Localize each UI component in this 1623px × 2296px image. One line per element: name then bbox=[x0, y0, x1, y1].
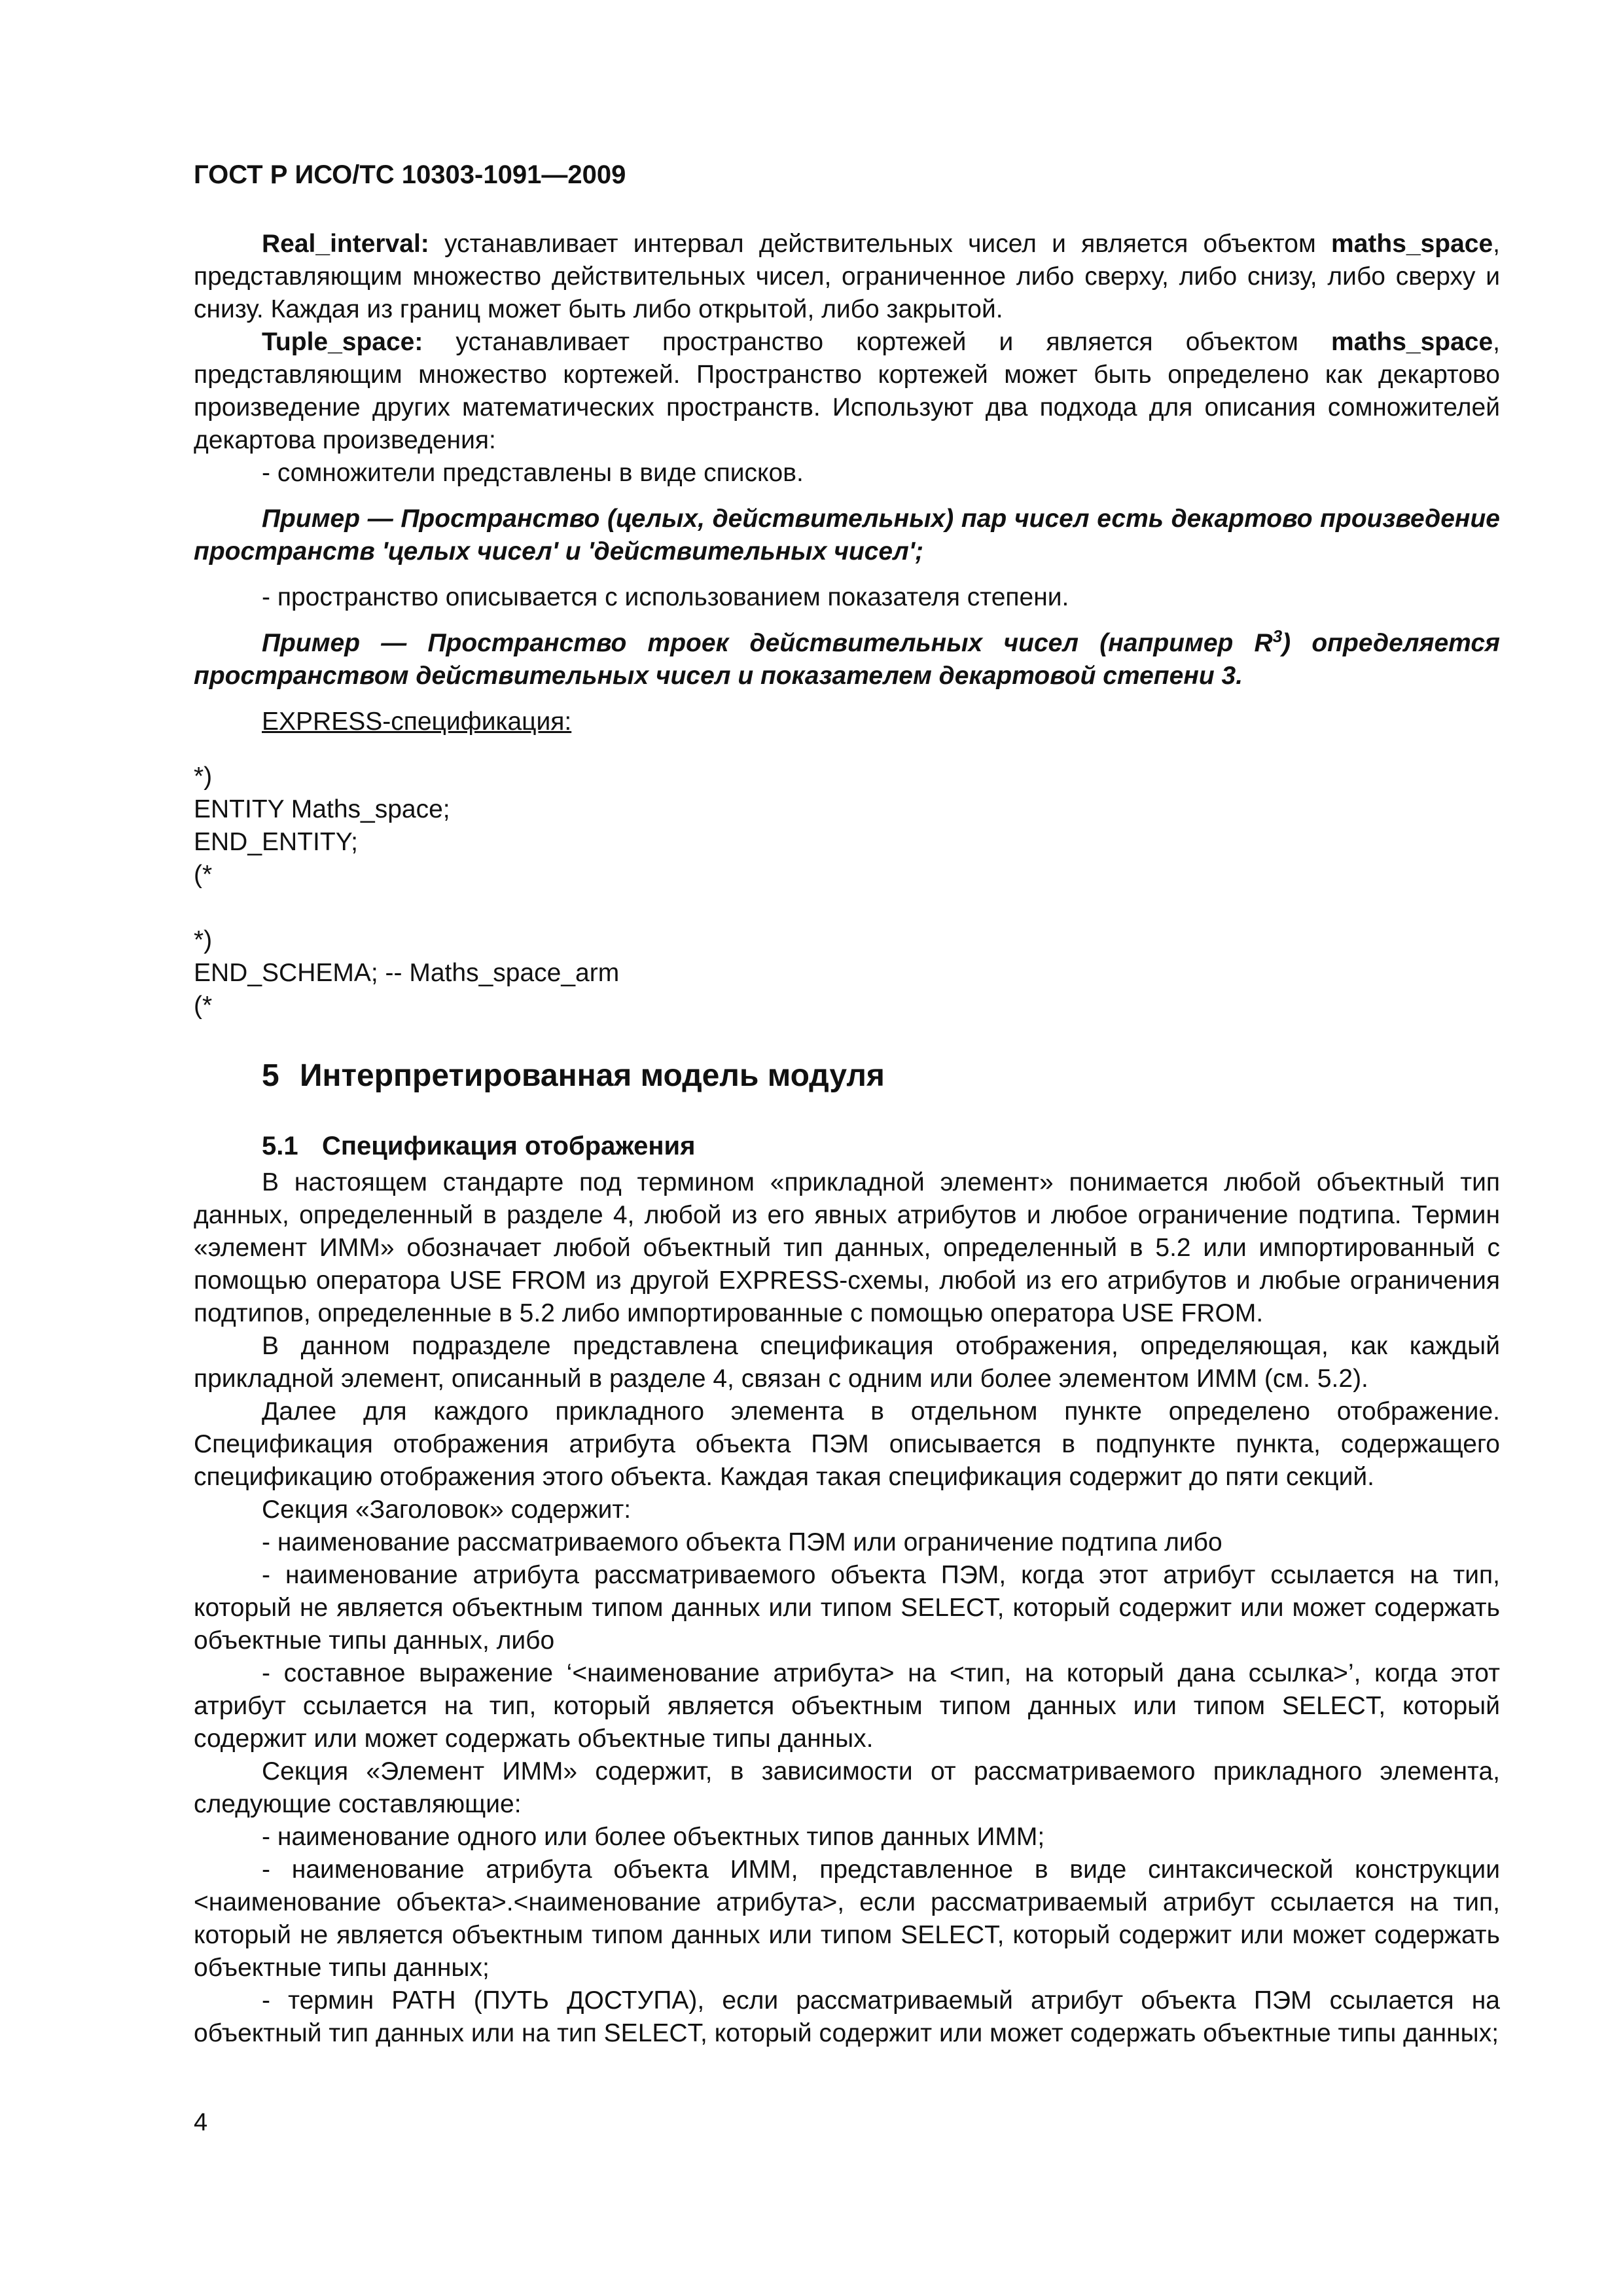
paragraph: Секция «Заголовок» содержит: bbox=[262, 1496, 632, 1524]
section-heading bbox=[194, 1056, 1500, 1096]
section-number: 5 bbox=[262, 1058, 279, 1093]
paragraph: Секция «Элемент ИММ» содержит, в зависимости от рассматриваемого прикладного элемента, следующие составляющие: bbox=[194, 1757, 1500, 1818]
text-span: устанавливает интервал действительных чисел и является объектом bbox=[429, 230, 1332, 258]
text-span: устанавливает пространство кортежей и является объектом bbox=[423, 328, 1332, 356]
paragraph: В данном подразделе представлена спецификация отображения, определяющая, как каждый прикладной элемент, описанный в разделе 4, связан с одним или более элементом ИММ (см. 5.2). bbox=[194, 1332, 1500, 1393]
list-item: - наименование атрибута объекта ИММ, представленное в виде синтаксической конструкции <наименование объекта>.<наименование атрибута>, если рассматриваемый атрибут ссылается на тип, который не является объектным типом данных или типом SELECT, который содержит или может содержать объектные типы данных; bbox=[194, 1856, 1500, 1982]
example-paragraph: Пример — Пространство (целых, действительных) пар чисел есть декартово произведение пространств 'целых чисел' и 'действительных чисел'; bbox=[194, 505, 1500, 565]
list-item: - наименование рассматриваемого объекта ПЭМ или ограничение подтипа либо bbox=[262, 1528, 1222, 1556]
paragraph: В настоящем стандарте под термином «прикладной элемент» понимается любой объектный тип данных, определенный в разделе 4, любой из его явных атрибутов и любое ограничение подтипа. Термин «элемент ИММ» обозначает любой объектный тип данных, определенный в 5.2 или импортированный с помощью оператора USE FROM из другой EXPRESS-схемы, любой из его атрибутов и любые ограничения подтипов, определенные в 5.2 либо импортированные с помощью оператора USE FROM. bbox=[194, 1168, 1500, 1327]
subsection-title: Спецификация отображения bbox=[322, 1132, 696, 1160]
term-maths-space: maths_space bbox=[1331, 328, 1493, 356]
code-line: ENTITY Maths_space; bbox=[194, 795, 450, 823]
subsection-number: 5.1 bbox=[262, 1132, 298, 1160]
code-line: END_SCHEMA; -- Maths_space_arm bbox=[194, 959, 620, 987]
list-item: - термин PATH (ПУТЬ ДОСТУПА), если рассматриваемый атрибут объекта ПЭМ ссылается на объектный тип данных или на тип SELECT, который содержит или может содержать объектные типы данных; bbox=[194, 1986, 1500, 2047]
superscript: 3 bbox=[1272, 626, 1283, 646]
code-line: (* bbox=[194, 861, 213, 889]
express-label-paragraph bbox=[194, 706, 1500, 738]
paragraph-tuple-space bbox=[194, 326, 1500, 457]
text-span: , представляющим множество кортежей. Пространство кортежей может быть определено как декартово произведение других математических пространств. Используют два подхода для описания сомножителей декартова произведения: bbox=[194, 328, 1500, 454]
paragraph: Далее для каждого прикладного элемента в отдельном пункте определено отображение. Спецификация отображения атрибута объекта ПЭМ описывается в подпункте пункта, содержащего спецификацию отображения этого объекта. Каждая такая спецификация содержит до пяти секций. bbox=[194, 1397, 1500, 1491]
code-line: (* bbox=[194, 992, 213, 1020]
text-span: Пример — Пространство троек действительных чисел (например R bbox=[262, 629, 1273, 657]
subsection-heading bbox=[194, 1130, 1500, 1162]
express-label: EXPRESS-спецификация: bbox=[262, 708, 572, 736]
list-item: - сомножители представлены в виде списков. bbox=[262, 459, 804, 487]
text-span: , представляющим множество действительных чисел, ограниченное либо сверху, либо снизу, либо сверху и снизу. Каждая из границ может быть либо открытой, либо закрытой. bbox=[194, 230, 1500, 323]
code-line: *) bbox=[194, 762, 213, 791]
code-line: *) bbox=[194, 926, 213, 954]
term-real-interval: Real_interval: bbox=[262, 230, 429, 258]
code-block bbox=[194, 761, 1500, 1022]
code-line: END_ENTITY; bbox=[194, 828, 359, 856]
term-maths-space: maths_space bbox=[1331, 230, 1493, 258]
section-title: Интерпретированная модель модуля bbox=[300, 1058, 885, 1093]
text-span: ) определяется пространством действительных чисел и показателем декартовой степени 3. bbox=[194, 629, 1500, 690]
page-number: 4 bbox=[194, 2109, 208, 2136]
list-item: - пространство описывается с использованием показателя степени. bbox=[262, 583, 1069, 611]
body-text bbox=[194, 228, 1500, 2050]
document-header: ГОСТ Р ИСО/ТС 10303-1091—2009 bbox=[194, 160, 626, 189]
list-item: - составное выражение ‘<наименование атрибута> на <тип, на который дана ссылка>’, когда этот атрибут ссылается на тип, который является объектным типом данных или типом SELECT, который содержит или может содержать объектные типы данных. bbox=[194, 1659, 1500, 1753]
example-paragraph bbox=[194, 627, 1500, 692]
code-blank-line bbox=[194, 891, 1500, 924]
list-item: - наименование атрибута рассматриваемого объекта ПЭМ, когда этот атрибут ссылается на тип, который не является объектным типом данных или типом SELECT, который содержит или может содержать объектные типы данных, либо bbox=[194, 1561, 1500, 1655]
paragraph-real-interval bbox=[194, 228, 1500, 326]
list-item: - наименование одного или более объектных типов данных ИММ; bbox=[262, 1823, 1045, 1851]
term-tuple-space: Tuple_space: bbox=[262, 328, 423, 356]
